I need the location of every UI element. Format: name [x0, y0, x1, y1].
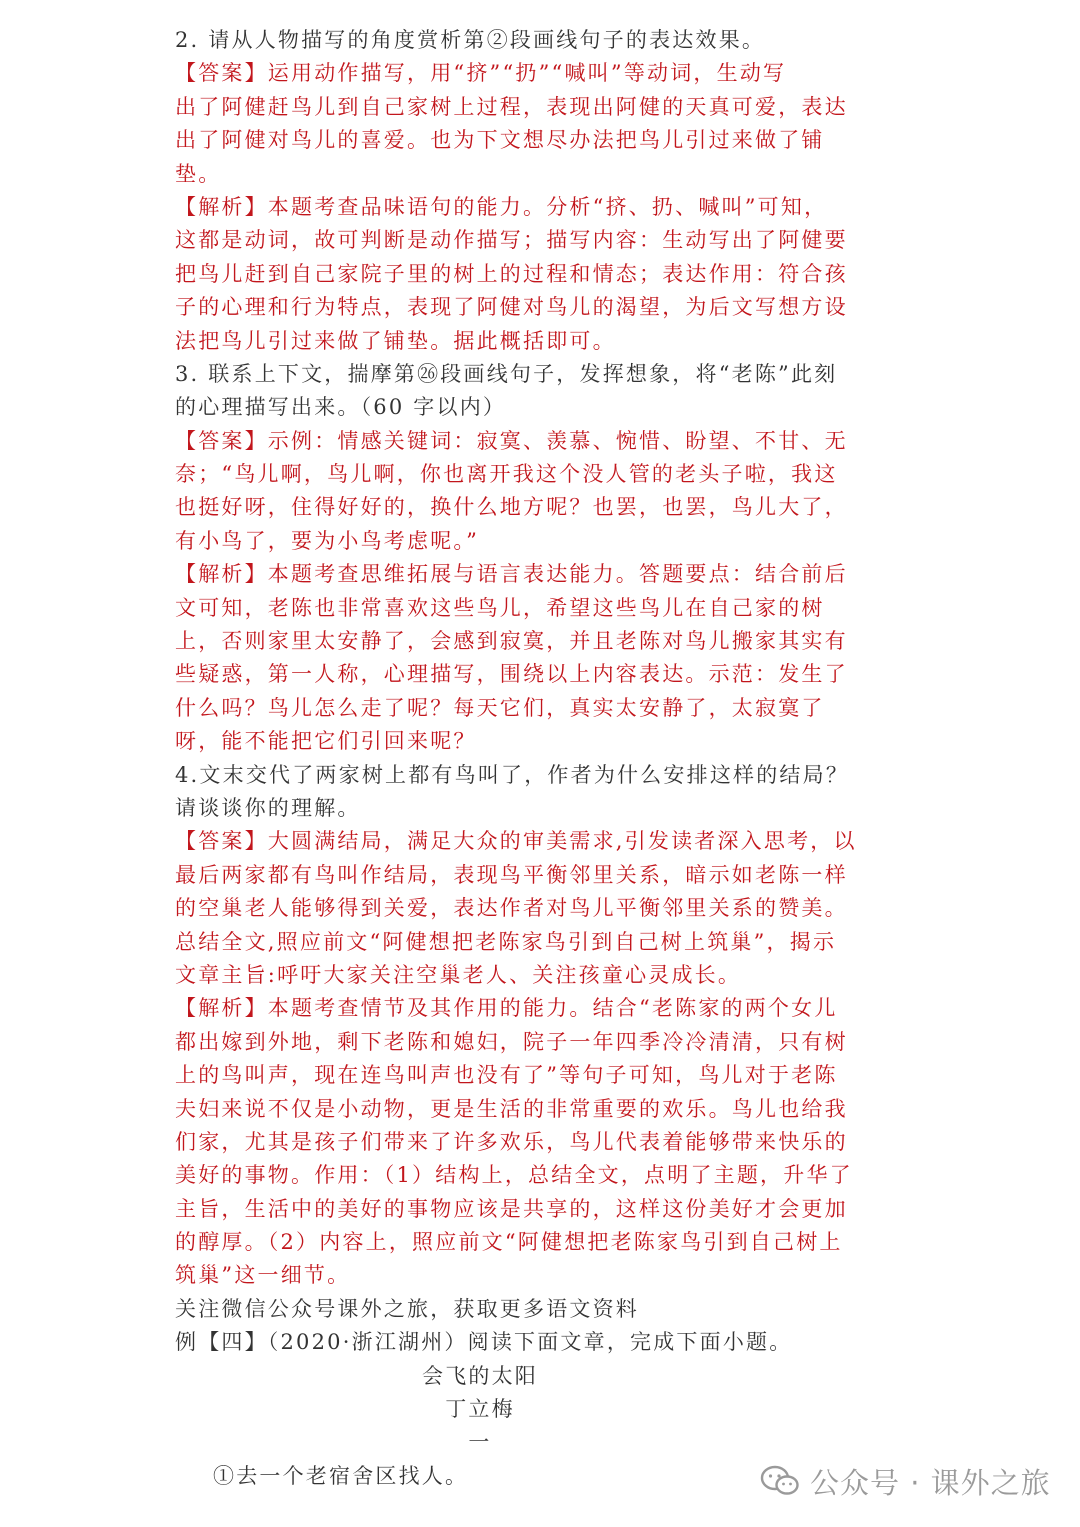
- text-line: 上的鸟叫声，现在连鸟叫声也没有了”等句子可知，鸟儿对于老陈: [175, 1063, 838, 1088]
- text-line: 【答案】示例：情感关键词：寂寞、羡慕、惋惜、盼望、不甘、无: [175, 428, 848, 453]
- text-line: 有小鸟了，要为小鸟考虑呢。”: [175, 528, 480, 553]
- text-line: 把鸟儿赶到自己家院子里的树上的过程和情态；表达作用：符合孩: [175, 261, 848, 286]
- text-line: 们家，尤其是孩子们带来了许多欢乐，鸟儿代表着能够带来快乐的: [175, 1129, 848, 1154]
- text-line: 上，否则家里太安静了，会感到寂寞，并且老陈对鸟儿搬家其实有: [175, 629, 848, 654]
- text-line: 最后两家都有鸟叫作结局，表现鸟平衡邻里关系，暗示如老陈一样: [175, 862, 848, 887]
- text-line: 【解析】本题考查品味语句的能力。分析“挤、扔、喊叫”可知，: [175, 194, 828, 219]
- wechat-icon: [760, 1465, 800, 1497]
- text-line: 法把鸟儿引过来做了铺垫。据此概括即可。: [175, 328, 616, 353]
- text-line: 些疑惑，第一人称，心理描写，围绕以上内容表达。示范：发生了: [175, 662, 848, 687]
- text-line: 美好的事物。作用：（1）结构上，总结全文，点明了主题，升华了: [175, 1163, 853, 1188]
- example-heading: 例【四】（2020·浙江湖州）阅读下面文章，完成下面小题。: [175, 1330, 793, 1355]
- section-number: 一: [468, 1430, 492, 1455]
- text-line: 都出嫁到外地，剩下老陈和媳妇，院子一年四季冷冷清清，只有树: [175, 1029, 848, 1054]
- text-line: 请谈谈你的理解。: [175, 795, 361, 820]
- article-paragraph: ①去一个老宿舍区找人。: [213, 1463, 469, 1488]
- article-title: 会飞的太阳: [422, 1363, 538, 1388]
- text-line: 的空巢老人能够得到关爱，表达作者对鸟儿平衡邻里关系的赞美。: [175, 896, 848, 921]
- text-line: 主旨，生活中的美好的事物应该是共享的，这样这份美好才会更加: [175, 1196, 848, 1221]
- text-line: 垫。: [175, 161, 222, 186]
- text-line: 这都是动词，故可判断是动作描写；描写内容：生动写出了阿健要: [175, 228, 848, 253]
- text-line: 3. 联系上下文，揣摩第㉖段画线句子，发挥想象，将“老陈”此刻: [175, 361, 838, 386]
- text-line: 2. 请从人物描写的角度赏析第②段画线句子的表达效果。: [175, 28, 766, 52]
- text-line: 【答案】大圆满结局，满足大众的审美需求,引发读者深入思考，以: [175, 829, 857, 854]
- text-line: 出了阿健对鸟儿的喜爱。也为下文想尽办法把鸟儿引过来做了铺: [175, 128, 825, 153]
- text-line: 奈；“鸟儿啊，鸟儿啊，你也离开我这个没人管的老头子啦，我这: [175, 462, 838, 487]
- text-line: 总结全文,照应前文“阿健想把老陈家鸟引到自己树上筑巢”，揭示: [175, 929, 837, 954]
- text-line: 夫妇来说不仅是小动物，更是生活的非常重要的欢乐。鸟儿也给我: [175, 1096, 848, 1121]
- text-line: 出了阿健赶鸟儿到自己家树上过程，表现出阿健的天真可爱，表达: [175, 94, 848, 119]
- text-line: 【解析】本题考查情节及其作用的能力。结合“老陈家的两个女儿: [175, 996, 838, 1021]
- text-line: 子的心理和行为特点，表现了阿健对鸟儿的渴望，为后文写想方设: [175, 295, 848, 320]
- wechat-watermark: [760, 1458, 1051, 1504]
- text-line: 【解析】本题考查思维拓展与语言表达能力。答题要点：结合前后: [175, 562, 848, 587]
- text-line: 4.文末交代了两家树上都有鸟叫了，作者为什么安排这样的结局？: [175, 762, 850, 787]
- watermark-text: 公众号 · 课外之旅: [810, 1465, 1051, 1500]
- document-body: [175, 24, 905, 1493]
- text-line: 文可知，老陈也非常喜欢这些鸟儿，希望这些鸟儿在自己家的树: [175, 595, 825, 620]
- text-line: 筑巢”这一细节。: [175, 1263, 351, 1288]
- text-line: 的醇厚。（2）内容上，照应前文“阿健想把老陈家鸟引到自己树上: [175, 1230, 843, 1255]
- text-line: 的心理描写出来。（60 字以内）: [175, 395, 507, 420]
- text-line: 呀，能不能把它们引回来呢？: [175, 729, 477, 754]
- text-line: 文章主旨:呼吁大家关注空巢老人、关注孩童心灵成长。: [175, 962, 742, 987]
- text-line: 也挺好呀，住得好好的，换什么地方呢？也罢，也罢，鸟儿大了，: [175, 495, 848, 520]
- article-author: 丁立梅: [445, 1397, 515, 1422]
- text-line: 【答案】运用动作描写，用“挤”“扔”“喊叫”等动词，生动写: [175, 61, 787, 86]
- text-line: 什么吗？鸟儿怎么走了呢？每天它们，真实太安静了，太寂寞了: [175, 695, 825, 720]
- promo-line: 关注微信公众号课外之旅，获取更多语文资料: [175, 1296, 639, 1321]
